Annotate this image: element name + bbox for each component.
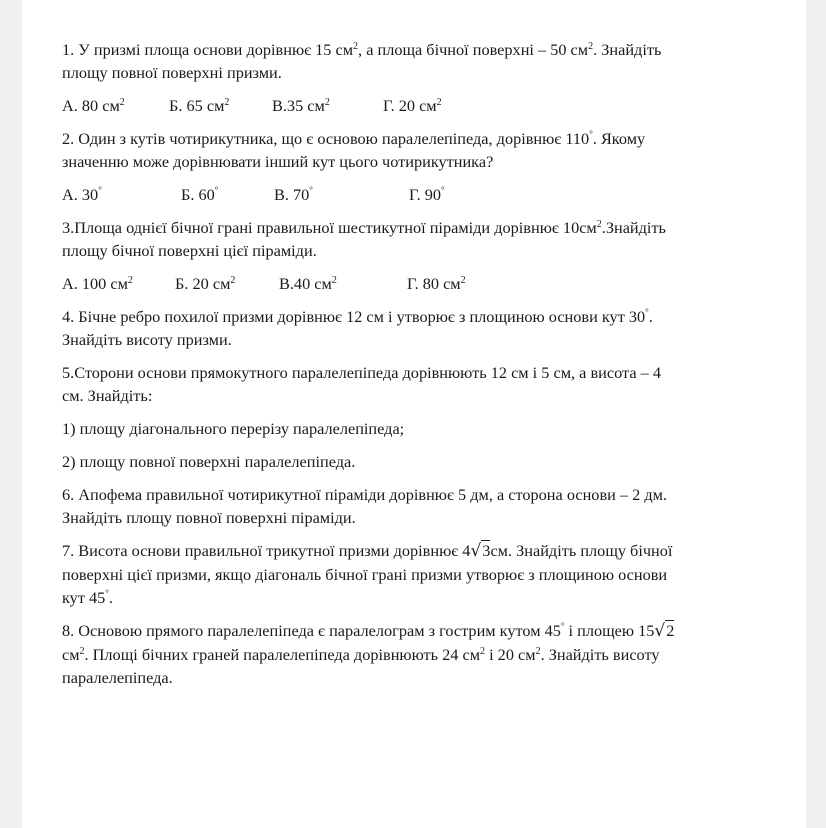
- question-8-text-line3: паралелепіпеда.: [62, 668, 173, 687]
- question-1-text-line2: площу повної поверхні призми.: [62, 63, 282, 82]
- option-d: Г. 20 $см^2$: [383, 95, 442, 115]
- option-c: В. 70°: [274, 184, 313, 204]
- option-d: Г. 90°: [409, 184, 445, 204]
- question-4: [62, 305, 752, 351]
- question-5: [62, 361, 752, 473]
- square-root: √3: [470, 541, 491, 561]
- question-1-text: 1. У призмі площа основи дорівнює 15 $см^2$, а площа бічної поверхні – 50 $см^2$. Знайдіть: [62, 40, 662, 59]
- question-2: [62, 127, 752, 206]
- question-8-text-line2: $см^2$. Площі бічних граней паралелепіпеда дорівнюють 24 $см^2$ і 20 $см^2$. Знайдіть висоту: [62, 645, 660, 664]
- question-5-item-1: 1) площу діагонального перерізу паралелепіпеда;: [62, 419, 405, 438]
- question-5-text-line2: см. Знайдіть:: [62, 386, 153, 405]
- left-margin: [0, 0, 22, 828]
- option-c: В.40 $см^2$: [279, 273, 337, 293]
- document-page: [22, 0, 806, 828]
- question-8: [62, 619, 752, 689]
- question-6: [62, 483, 752, 529]
- right-margin: [806, 0, 826, 828]
- question-1: [62, 38, 752, 117]
- option-a: А. 100 $см^2$: [62, 273, 133, 293]
- question-4-text-line2: Знайдіть висоту призми.: [62, 330, 232, 349]
- question-2-text-line2: значенню може дорівнювати інший кут цього чотирикутника?: [62, 152, 494, 171]
- question-7-text-line3: кут 45°.: [62, 588, 113, 607]
- question-3: [62, 216, 752, 295]
- option-b: Б. 20 $см^2$: [175, 273, 236, 293]
- question-4-text: 4. Бічне ребро похилої призми дорівнює 12 см і утворює з площиною основи кут 30°.: [62, 307, 653, 326]
- question-3-text-line2: площу бічної поверхні цієї піраміди.: [62, 241, 317, 260]
- question-6-text-line2: Знайдіть площу повної поверхні піраміди.: [62, 508, 356, 527]
- problem-list: [62, 38, 752, 689]
- question-7-text: 7. Висота основи правильної трикутної призми дорівнює 4√3см. Знайдіть площу бічної: [62, 541, 673, 561]
- question-5-item-2: 2) площу повної поверхні паралелепіпеда.: [62, 452, 356, 471]
- option-d: Г. 80 $см^2$: [407, 273, 466, 293]
- option-a: А. 30°: [62, 184, 102, 204]
- question-2-options: [62, 182, 752, 206]
- question-2-text: 2. Один з кутів чотирикутника, що є основою паралелепіпеда, дорівнює 110°. Якому: [62, 129, 646, 148]
- question-7-text-line2: поверхні цієї призми, якщо діагональ бічної грані призми утворює з площиною основи: [62, 565, 668, 584]
- question-1-options: [62, 93, 752, 117]
- option-a: А. 80 $см^2$: [62, 95, 125, 115]
- option-c: В.35 $см^2$: [272, 95, 330, 115]
- question-8-text: 8. Основою прямого паралелепіпеда є паралелограм з гострим кутом 45° і площею 15√2: [62, 621, 675, 641]
- square-root: √2: [654, 621, 675, 641]
- question-7: [62, 539, 752, 609]
- option-b: Б. 60°: [181, 184, 219, 204]
- question-3-text: 3.Площа однієї бічної грані правильної шестикутної піраміди дорівнює $10см^2.Знайдіть$: [62, 218, 666, 237]
- option-b: Б. 65 $см^2$: [169, 95, 230, 115]
- question-5-text: 5.Сторони основи прямокутного паралелепіпеда дорівнюють 12 см і 5 см, а висота – 4: [62, 363, 661, 382]
- question-6-text: 6. Апофема правильної чотирикутної піраміди дорівнює 5 дм, а сторона основи – 2 дм.: [62, 485, 667, 504]
- question-3-options: [62, 271, 752, 295]
